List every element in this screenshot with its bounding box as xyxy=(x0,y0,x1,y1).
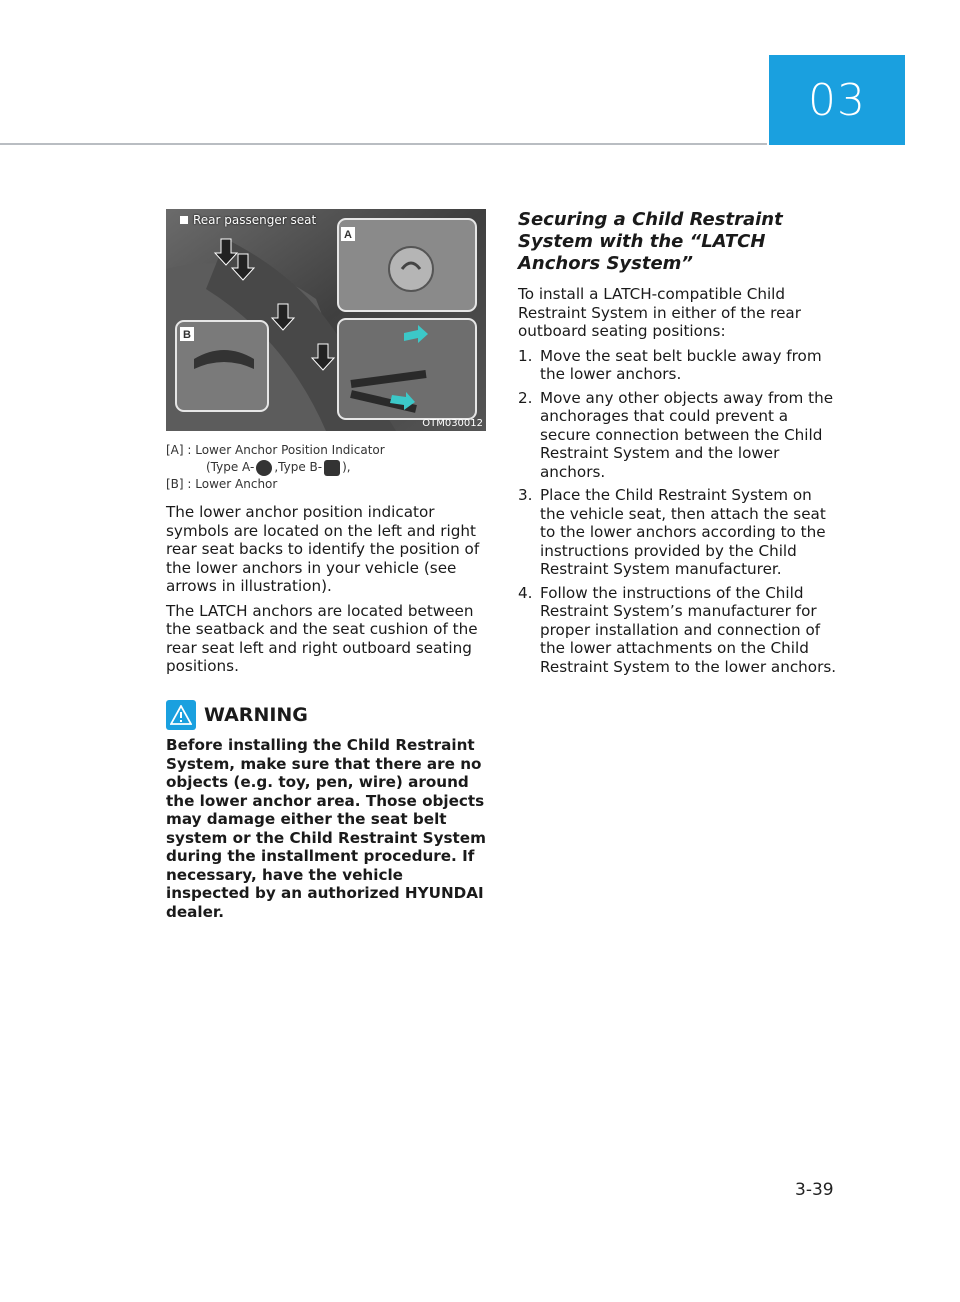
page-number: 3-39 xyxy=(795,1180,834,1200)
step-number: 2. xyxy=(518,388,533,407)
figure-legend xyxy=(166,442,486,493)
type-b-icon xyxy=(324,460,340,476)
list-item xyxy=(518,584,838,677)
step-text: Move any other objects away from the anchorages that could prevent a secure connection between the Child Restraint System and the lower anchors. xyxy=(540,388,834,481)
figure-title xyxy=(180,213,316,227)
intro-paragraph: To install a LATCH-compatible Child Restraint System in either of the rear outboard seating positions: xyxy=(518,285,801,340)
left-column xyxy=(166,503,486,682)
step-text: Place the Child Restraint System on the vehicle seat, then attach the seat to the lower anchors according to the instructions provided by the Child Restraint System manufacturer. xyxy=(540,486,826,578)
label-a: A xyxy=(344,229,352,241)
figure-code: OTM030012 xyxy=(422,418,483,429)
step-text: Follow the instructions of the Child Restraint System’s manufacturer for proper installation and connection of the lower attachments on the Child Restraint System to the lower anchors. xyxy=(540,583,837,676)
anchor-indicator-icon xyxy=(389,247,433,291)
warning-box xyxy=(166,700,486,921)
step-text: Move the seat belt buckle away from the lower anchors. xyxy=(540,346,822,383)
step-number: 3. xyxy=(518,486,533,504)
legend-line-b: [B] : Lower Anchor xyxy=(166,477,278,491)
type-a-icon xyxy=(256,460,272,476)
legend-type-a: (Type A- xyxy=(206,460,255,474)
chapter-tab: 03 xyxy=(769,55,905,145)
header-rule xyxy=(0,143,767,145)
legend-line-a: [A] : Lower Anchor Position Indicator xyxy=(166,443,385,457)
warning-text: Before installing the Child Restraint System, make sure that there are no objects (e.g. toy, pen, wire) around the lower anchor area. Those objects may damage either the seat belt system or the Child Restraint System during the installment procedure. If necessary, have the vehicle inspected by an authorized HYUNDAI dealer. xyxy=(166,736,486,921)
list-item xyxy=(518,486,838,579)
step-number: 1. xyxy=(518,346,533,365)
list-item xyxy=(518,347,838,384)
warning-heading xyxy=(166,700,486,730)
legend-types xyxy=(166,459,486,476)
paragraph: The LATCH anchors are located between the seatback and the seat cushion of the rear seat left and right outboard seating positions. xyxy=(166,601,478,675)
label-b: B xyxy=(183,329,191,341)
legend-close: ), xyxy=(342,460,351,474)
legend-type-b: ,Type B- xyxy=(274,460,323,474)
list-item xyxy=(518,389,838,482)
step-number: 4. xyxy=(518,583,533,602)
warning-triangle-icon xyxy=(166,700,196,730)
steps-list xyxy=(518,347,838,677)
paragraph: The lower anchor position indicator symbols are located on the left and right rear seat backs to identify the position of the lower anchors in your vehicle (see arrows in illustration). xyxy=(166,503,480,595)
warning-title: WARNING xyxy=(204,704,308,726)
right-column xyxy=(518,209,838,681)
section-title: Securing a Child Restraint System with the “LATCH Anchors System” xyxy=(518,209,783,274)
figure-title-text: Rear passenger seat xyxy=(193,213,317,227)
square-bullet-icon xyxy=(180,216,188,224)
seat-illustration xyxy=(166,209,486,431)
seat-photo xyxy=(166,209,486,431)
